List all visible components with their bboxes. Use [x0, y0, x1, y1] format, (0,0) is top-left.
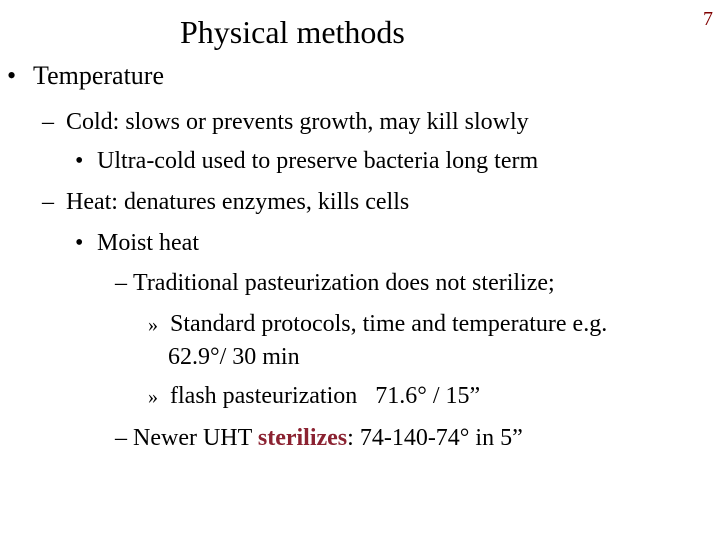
bullet-standard-protocols — [148, 310, 607, 339]
dash-bullet-icon: – — [42, 189, 54, 215]
bullet-text: Traditional pasteurization does not sterilize; — [133, 270, 555, 296]
slide-title: Physical methods — [180, 14, 405, 50]
bullet-text: Moist heat — [97, 230, 199, 256]
bullet-text: flash pasteurization 71.6° / 15” — [170, 383, 481, 409]
bullet-newer-uht — [115, 424, 523, 452]
bullet-dot-icon: • — [75, 230, 84, 256]
emphasis-sterilizes: sterilizes — [257, 425, 348, 451]
bullet-standard-protocols-continued — [168, 343, 300, 371]
bullet-text: 62.9°/ 30 min — [168, 344, 300, 370]
bullet-ultra-cold — [75, 147, 538, 175]
bullet-moist-heat — [75, 229, 199, 257]
chevron-bullet-icon: » — [148, 314, 158, 336]
dash-bullet-icon: – — [42, 109, 54, 135]
dash-bullet-icon: – — [115, 425, 127, 451]
bullet-traditional-pasteurization — [115, 269, 555, 297]
page-number: 7 — [703, 8, 713, 30]
dash-bullet-icon: – — [115, 270, 127, 296]
bullet-flash-pasteurization — [148, 382, 480, 411]
bullet-heat — [42, 188, 409, 216]
chevron-bullet-icon: » — [148, 386, 158, 408]
bullet-text: Temperature — [33, 61, 164, 90]
bullet-dot-icon: • — [7, 61, 17, 90]
bullet-text: Ultra-cold used to preserve bacteria long term — [97, 148, 539, 174]
bullet-text: Newer UHT — [133, 425, 258, 451]
bullet-text: Cold: slows or prevents growth, may kill slowly — [66, 109, 529, 135]
bullet-text: : 74-140-74° in 5” — [347, 425, 523, 451]
bullet-cold — [42, 108, 529, 136]
bullet-temperature — [7, 62, 164, 90]
bullet-text: Heat: denatures enzymes, kills cells — [66, 189, 410, 215]
bullet-dot-icon: • — [75, 148, 84, 174]
bullet-text: Standard protocols, time and temperature e.g. — [170, 311, 608, 337]
